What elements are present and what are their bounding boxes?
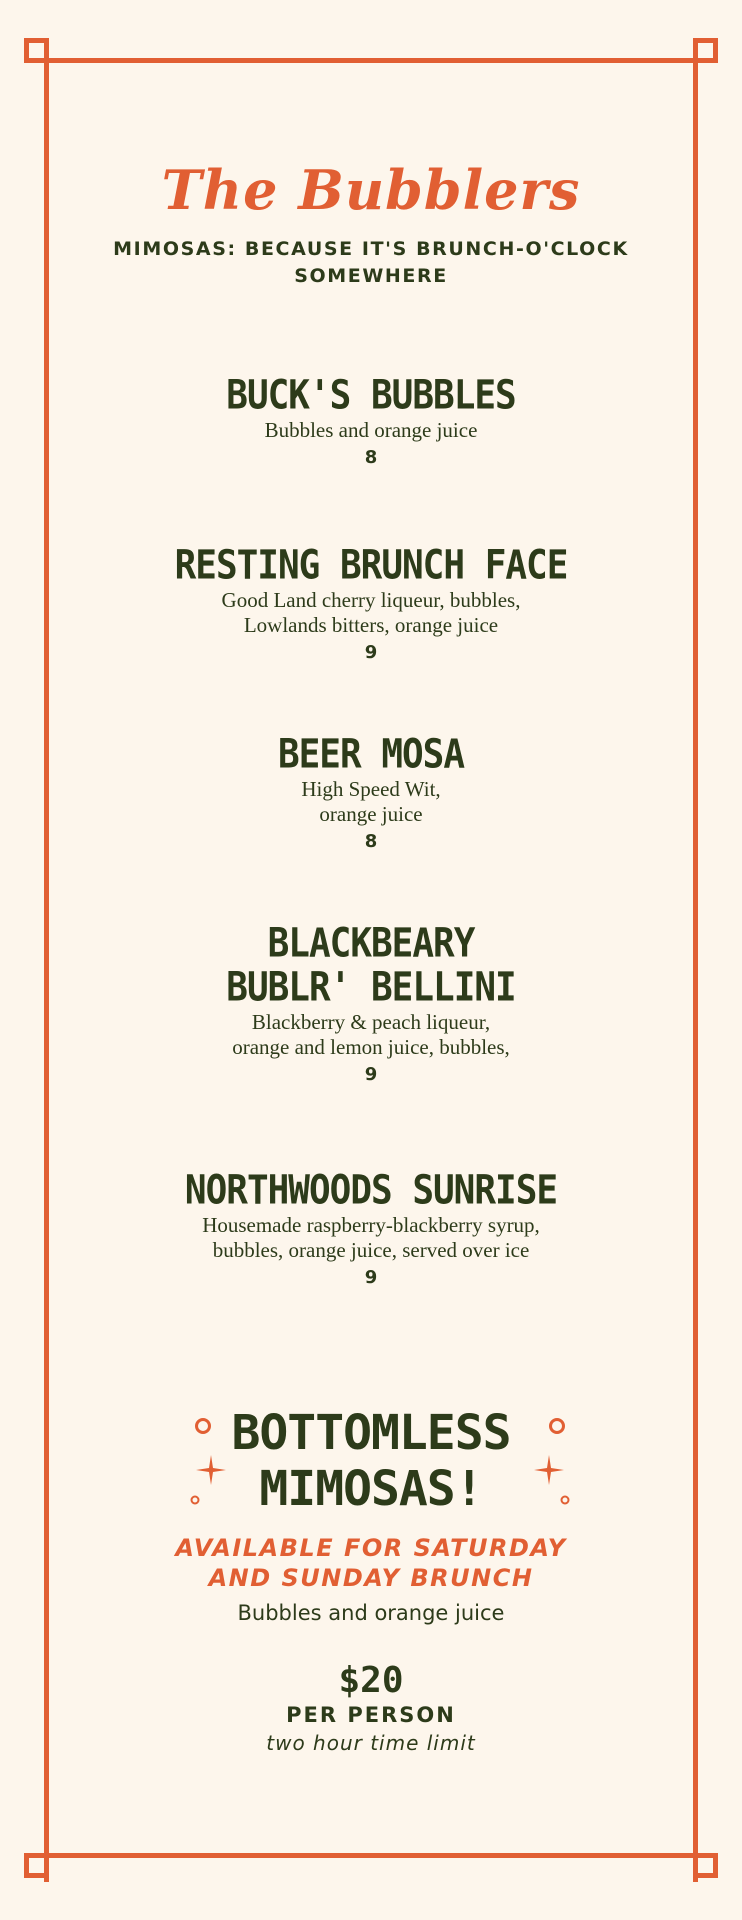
sparkle-icon [534,1455,564,1485]
circle-icon [547,1416,567,1436]
availability-note [48,1533,694,1593]
item-description-line: Blackberry & peach liqueur, [251,1010,491,1034]
menu-item [48,922,694,1085]
bottomless-time-limit: two hour time limit [266,1731,476,1755]
menu-title: The Bubblers [161,158,581,222]
item-name: RESTING BRUNCH FACE [174,542,568,589]
frame-bottom-line [24,1853,718,1858]
frame-corner-top-left [24,38,49,63]
item-description-line: High Speed Wit, [301,777,441,801]
item-description-line: Good Land cherry liqueur, bubbles, [221,588,521,612]
circle-icon [559,1494,571,1506]
sparkle-icon [196,1455,226,1485]
item-description-line: orange juice [319,802,423,826]
menu-item [48,544,694,663]
item-price: 8 [364,447,378,468]
item-description-line: Housemade raspberry-blackberry syrup, [202,1213,540,1237]
bottomless-description: Bubbles and orange juice [237,1601,505,1625]
bottomless-price: $20 [338,1660,404,1701]
bottomless-heading-line: BOTTOMLESS [231,1405,511,1461]
menu-subtitle: MIMOSAS: BECAUSE IT'S BRUNCH-O'CLOCK SOMEWHERE [113,238,629,287]
menu-item [48,1169,694,1288]
item-price: 9 [364,1064,378,1085]
circle-icon [189,1494,201,1506]
menu-item [48,733,694,852]
menu-item [48,374,694,468]
bottomless-heading [48,1405,694,1517]
frame-top-line [24,58,718,63]
frame-corner-bottom-right [693,1853,718,1878]
bottomless-per-person: PER PERSON [286,1703,456,1727]
item-description-line: orange and lemon juice, bubbles, [232,1035,510,1059]
item-description-line: Lowlands bitters, orange juice [243,613,499,637]
item-price: 9 [364,1267,378,1288]
item-name-line: BLACKBEARY [267,920,475,967]
item-price: 9 [364,642,378,663]
item-name: BEER MOSA [277,731,465,778]
availability-line: AND SUNDAY BRUNCH [208,1564,534,1592]
item-name: BUCK'S BUBBLES [226,372,516,419]
item-description-line: bubbles, orange juice, served over ice [212,1238,530,1262]
frame-corner-top-right [693,38,718,63]
circle-icon [193,1416,213,1436]
item-price: 8 [364,831,378,852]
item-description: Bubbles and orange juice [264,418,478,442]
item-name-line: BUBLR' BELLINI [226,964,516,1011]
item-name: NORTHWOODS SUNRISE [184,1167,558,1214]
availability-line: AVAILABLE FOR SATURDAY [175,1534,567,1562]
frame-corner-bottom-left [24,1853,49,1878]
bottomless-heading-line: MIMOSAS! [259,1461,483,1517]
